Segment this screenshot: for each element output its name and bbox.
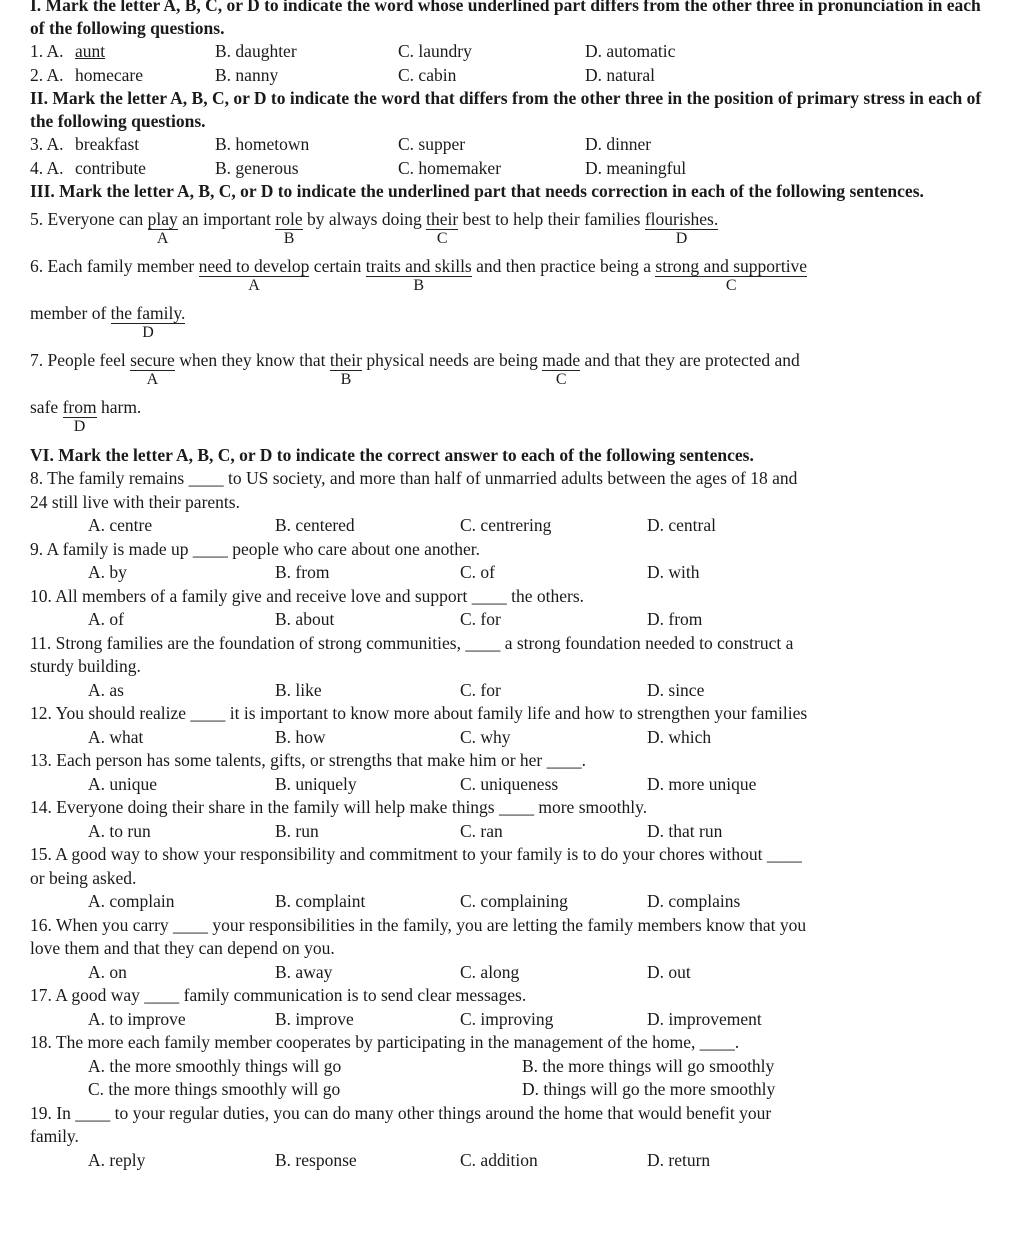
question-10-option-b: B. about [275, 609, 335, 629]
question-11-option-a: A. as [88, 679, 124, 700]
q5-letter-d: D [675, 230, 688, 247]
q2-option-a: homecare [75, 64, 144, 85]
question-17-option-d: D. improvement [647, 1008, 762, 1029]
q3-number: 3. A. [30, 134, 64, 154]
question-13-option-a: A. unique [88, 773, 158, 794]
q7-text-3: physical needs are being [361, 350, 543, 370]
q5-underlined-a: play [147, 209, 178, 229]
question-19-option-d: D. return [647, 1149, 711, 1170]
question-19-option-a: A. reply [88, 1149, 146, 1170]
q5-letter-a: A [156, 230, 169, 247]
section-2-heading: II. Mark the letter A, B, C, or D to indicate the word that differs from the other three in the position of primary stress in each of the following questions. [30, 88, 982, 131]
question-9-option-b: B. from [275, 562, 330, 582]
q5-part-a [147, 207, 178, 247]
question-8-option-c: C. centrering [460, 515, 552, 535]
q7-underlined-c: made [542, 350, 581, 370]
question-17-option-b: B. improve [275, 1008, 354, 1029]
q5-letter-c: C [436, 230, 448, 247]
q5-text-3: by always doing [302, 209, 427, 229]
question-14-option-a: A. to run [88, 820, 151, 841]
question-9-option-c: C. of [460, 562, 495, 582]
question-8-text-line: 24 still live with their parents. [30, 491, 240, 512]
question-18-option-c: C. the more things smoothly will go [88, 1079, 341, 1099]
question-14-option-d: D. that run [647, 820, 723, 841]
q5-part-b [275, 207, 303, 247]
question-12-option-d: D. which [647, 726, 712, 747]
question-9-options [30, 561, 990, 585]
q1-number: 1. A. [30, 41, 64, 61]
question-15-text-line: or being asked. [30, 867, 137, 888]
question-15-option-d: D. complains [647, 891, 741, 911]
q2-option-b: B. nanny [215, 64, 279, 85]
question-4 [30, 157, 990, 181]
q7-letter-c: C [555, 371, 567, 388]
q6-underlined-b: traits and skills [365, 256, 472, 276]
question-17-option-c: C. improving [460, 1008, 554, 1029]
question-13-options [30, 773, 990, 797]
q2-option-c: C. cabin [398, 64, 457, 85]
q5-text-4: best to help their families [458, 209, 645, 229]
question-16-text-line: love them and that they can depend on you. [30, 938, 335, 958]
question-13-text-line: 13. Each person has some talents, gifts, or strengths that make him or her ____. [30, 750, 586, 770]
q6-part-c [655, 254, 808, 294]
question-19-option-b: B. response [275, 1149, 357, 1170]
question-15-option-c: C. complaining [460, 891, 568, 911]
question-11-text-line: 11. Strong families are the foundation of strong communities, ____ a strong foundation needed to construct a [30, 632, 794, 653]
q6-underlined-d: the family. [110, 303, 186, 323]
q1-option-c: C. laundry [398, 41, 472, 61]
question-6-line-1 [30, 254, 990, 301]
q7-text-5: safe [30, 397, 63, 417]
q7-underlined-b: their [329, 350, 362, 370]
q3-option-b: B. hometown [215, 134, 310, 154]
q3-option-c: C. supper [398, 134, 466, 154]
question-12-options [30, 726, 990, 750]
worksheet [30, 0, 990, 1172]
question-9-option-a: A. by [88, 562, 127, 582]
q6-text-4: member of [30, 303, 111, 323]
question-12-option-a: A. what [88, 726, 144, 747]
question-19-text-line: family. [30, 1126, 79, 1146]
q7-part-b [329, 348, 362, 388]
question-10-options [30, 608, 990, 632]
q5-underlined-d: flourishes. [644, 209, 719, 229]
question-5 [30, 207, 990, 254]
question-8-option-b: B. centered [275, 515, 355, 535]
section-4-heading: VI. Mark the letter A, B, C, or D to indicate the correct answer to each of the following sentences. [30, 445, 754, 465]
q7-letter-b: B [340, 371, 352, 388]
question-16-option-d: D. out [647, 961, 691, 982]
q7-part-a [130, 348, 175, 388]
multiple-choice-list [30, 467, 990, 1172]
question-7-line-1 [30, 348, 990, 395]
section-3-heading: III. Mark the letter A, B, C, or D to indicate the underlined part that needs correction in each of the following sentences. [30, 181, 924, 201]
question-12-option-c: C. why [460, 726, 511, 747]
section-1-heading: I. Mark the letter A, B, C, or D to indicate the word whose underlined part differs from the other three in pronunciation in each of the following questions. [30, 0, 981, 38]
q4-option-c: C. homemaker [398, 157, 502, 178]
question-16-option-c: C. along [460, 961, 520, 982]
question-16-option-b: B. away [275, 961, 333, 982]
question-10-option-d: D. from [647, 609, 703, 629]
question-17-text-line: 17. A good way ____ family communication is to send clear messages. [30, 985, 527, 1005]
question-16-text-line: 16. When you carry ____ your responsibilities in the family, you are letting the family members know that you [30, 914, 807, 935]
q5-letter-b: B [283, 230, 295, 247]
question-2 [30, 64, 990, 88]
q6-underlined-c: strong and supportive [655, 256, 808, 276]
q6-letter-b: B [413, 277, 425, 294]
question-13-option-d: D. more unique [647, 773, 757, 794]
question-1 [30, 40, 990, 64]
question-18-option-d: D. things will go the more smoothly [522, 1079, 776, 1099]
q1-option-b: B. daughter [215, 41, 297, 61]
question-15-options [30, 890, 990, 914]
q5-part-c [426, 207, 459, 247]
question-15-text-line: 15. A good way to show your responsibility and commitment to your family is to do your chores without ____ [30, 844, 802, 864]
question-11-option-d: D. since [647, 679, 705, 700]
question-17-options [30, 1008, 990, 1032]
q5-text-1: 5. Everyone can [30, 209, 148, 229]
q5-underlined-c: their [426, 209, 459, 229]
q7-text-6: harm. [96, 397, 142, 417]
question-18-text-line: 18. The more each family member cooperates by participating in the management of the home, ____. [30, 1032, 740, 1052]
question-3 [30, 133, 990, 157]
question-13-option-c: C. uniqueness [460, 773, 559, 794]
q7-underlined-a: secure [130, 350, 175, 370]
question-8-options [30, 514, 990, 538]
question-10-option-c: C. for [460, 609, 501, 629]
question-14-options [30, 820, 990, 844]
q2-number: 2. A. [30, 64, 64, 85]
q6-text-1: 6. Each family member [30, 256, 199, 276]
q7-letter-d: D [73, 418, 86, 435]
q6-text-3: and then practice being a [471, 256, 656, 276]
q3-option-d: D. dinner [585, 134, 652, 154]
question-18-option-a: A. the more smoothly things will go [88, 1055, 342, 1076]
question-8-option-d: D. central [647, 515, 716, 535]
question-11-option-c: C. for [460, 679, 501, 700]
q7-part-d [62, 395, 97, 435]
question-6-line-2 [30, 301, 990, 348]
q5-underlined-b: role [275, 209, 303, 229]
q6-text-2: certain [309, 256, 366, 276]
question-8-text-line: 8. The family remains ____ to US society, and more than half of unmarried adults between the ages of 18 and [30, 468, 798, 488]
question-18-options-row [30, 1078, 990, 1102]
q6-part-a [198, 254, 310, 294]
question-12-text-line: 12. You should realize ____ it is important to know more about family life and how to strengthen your families [30, 703, 808, 723]
q7-part-c [542, 348, 581, 388]
question-17-option-a: A. to improve [88, 1008, 186, 1029]
question-14-text-line: 14. Everyone doing their share in the family will help make things ____ more smoothly. [30, 797, 648, 817]
question-19-option-c: C. addition [460, 1149, 538, 1170]
q7-text-2: when they know that [174, 350, 330, 370]
q2-option-d: D. natural [585, 64, 655, 85]
question-13-option-b: B. uniquely [275, 773, 357, 794]
q6-part-b [365, 254, 472, 294]
q4-option-a: contribute [75, 157, 146, 178]
q5-part-d [644, 207, 719, 247]
question-10-option-a: A. of [88, 609, 124, 629]
q5-text-2: an important [177, 209, 276, 229]
question-11-text-line: sturdy building. [30, 656, 141, 676]
question-16-options [30, 961, 990, 985]
q4-option-d: D. meaningful [585, 157, 687, 178]
question-15-option-a: A. complain [88, 891, 175, 911]
question-7-line-2 [30, 395, 990, 442]
q6-underlined-a: need to develop [198, 256, 310, 276]
q1-option-d: D. automatic [585, 41, 676, 61]
question-11-options [30, 679, 990, 703]
question-9-option-d: D. with [647, 562, 700, 582]
question-15-option-b: B. complaint [275, 891, 366, 911]
q3-option-a: breakfast [75, 134, 140, 154]
question-16-option-a: A. on [88, 961, 127, 982]
question-10-text-line: 10. All members of a family give and receive love and support ____ the others. [30, 585, 585, 606]
q7-text-4: and that they are protected and [580, 350, 800, 370]
q6-letter-d: D [142, 324, 154, 341]
q4-option-b: B. generous [215, 157, 299, 178]
q1-option-a: aunt [75, 41, 106, 61]
question-18-options-row [30, 1055, 990, 1079]
q7-letter-a: A [146, 371, 159, 388]
q6-part-d [110, 301, 186, 341]
question-18-option-b: B. the more things will go smoothly [522, 1055, 775, 1076]
question-8-option-a: A. centre [88, 515, 153, 535]
question-19-text-line: 19. In ____ to your regular duties, you can do many other things around the home that would benefit your [30, 1102, 772, 1123]
question-11-option-b: B. like [275, 679, 322, 700]
question-12-option-b: B. how [275, 726, 326, 747]
q6-letter-c: C [725, 277, 737, 294]
q7-underlined-d: from [62, 397, 97, 417]
q4-number: 4. A. [30, 157, 64, 178]
q6-letter-a: A [248, 277, 260, 294]
q7-text-1: 7. People feel [30, 350, 131, 370]
question-9-text-line: 9. A family is made up ____ people who care about one another. [30, 538, 481, 559]
question-14-option-b: B. run [275, 820, 319, 841]
question-14-option-c: C. ran [460, 820, 503, 841]
question-19-options [30, 1149, 990, 1173]
